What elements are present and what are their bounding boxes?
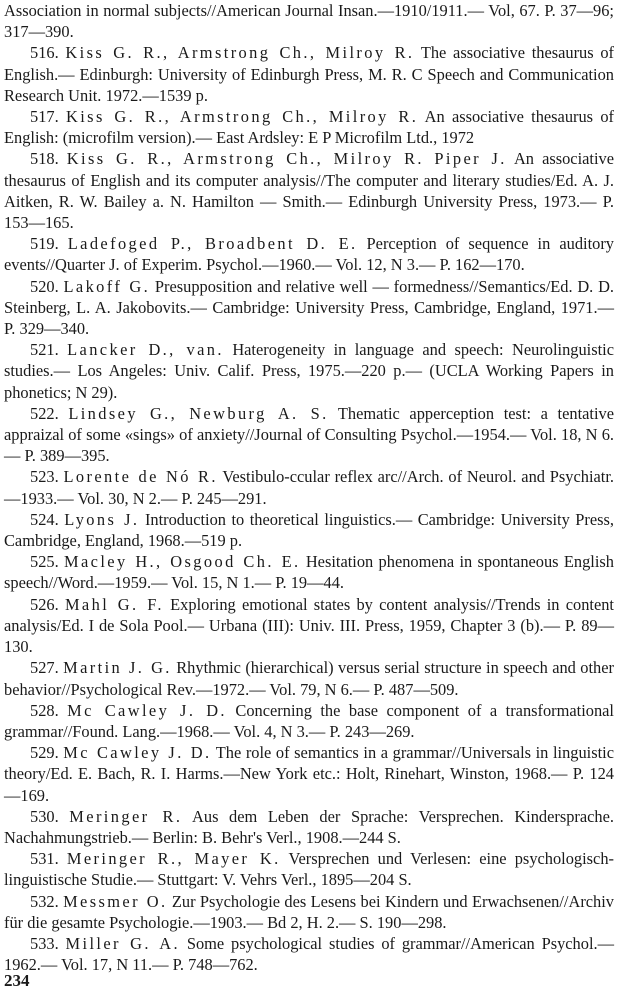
entry-number: 533.	[30, 933, 59, 953]
entry-number: 521.	[30, 340, 59, 360]
entry-text: Hesitation phenomena in spontaneous English speech//Word.—1959.— Vol. 15, N 1.— P. 19—44.	[4, 552, 614, 593]
entry-author: Messmer O.	[63, 891, 168, 911]
entry-author: Kiss G. R., Armstrong Ch., Milroy R.	[65, 43, 415, 63]
entry-author: Martin J. G.	[63, 658, 172, 678]
reference-entry	[4, 806, 614, 848]
entry-author: Meringer R.	[69, 806, 183, 826]
reference-entry	[4, 742, 614, 806]
reference-entry	[4, 466, 614, 508]
entry-author: Mc Cawley J. D.	[67, 700, 227, 720]
entry-number: 518.	[30, 149, 59, 169]
reference-entry	[4, 509, 614, 551]
entry-author: Kiss G. R., Armstrong Ch., Milroy R.	[65, 107, 419, 127]
entry-text: Zur Psychologie des Lesens bei Kindern und Erwachsenen//Archiv für die gesamte Psychologie.—1903.— Bd 2, H. 2.— S. 190—298.	[4, 891, 614, 932]
continuation-text: Association in normal subjects//American Journal Insan.—1910/1911.— Vol, 67. P. 37—96; 317—390.	[4, 1, 614, 42]
entry-author: Meringer R., Mayer K.	[66, 849, 281, 869]
entry-number: 520.	[30, 276, 59, 296]
entry-number: 530.	[30, 806, 59, 826]
reference-entry	[4, 42, 614, 106]
entry-author: Kiss G. R., Armstrong Ch., Milroy R. Piper J.	[66, 149, 507, 169]
reference-entry	[4, 233, 614, 275]
entry-author: Lakoff G.	[63, 276, 151, 296]
entry-number: 529.	[30, 743, 59, 763]
entry-number: 523.	[30, 467, 59, 487]
reference-entry	[4, 339, 614, 403]
reference-entry	[4, 551, 614, 593]
reference-entry	[4, 106, 614, 148]
entry-number: 527.	[30, 658, 59, 678]
reference-entry	[4, 276, 614, 340]
entry-text: An associative thesaurus of English: (microfilm version).— East Ardsley: E P Microfilm Ltd., 1972	[4, 107, 614, 148]
entry-text: Versprechen und Verlesen: eine psychologisch-linguistische Studie.— Stuttgart: V. Vehrs Verl., 1895—204 S.	[4, 849, 614, 890]
entry-number: 517.	[30, 107, 59, 127]
reference-entry	[4, 933, 614, 975]
entries-container	[4, 42, 614, 975]
entry-number: 522.	[30, 403, 59, 423]
entry-author: Lyons J.	[64, 509, 140, 529]
entry-text: An associative thesaurus of English and its computer analysis//The computer and literary studies/Ed. A. J. Aitken, R. W. Bailey a. N. Hamilton — Smith.— Edinburgh University Press, 1973.— P. 153—165.	[4, 149, 614, 233]
reference-entry	[4, 657, 614, 699]
entry-text: Perception of sequence in auditory events//Quarter J. of Experim. Psychol.—1960.— Vol. 12, N 3.— P. 162—170.	[4, 234, 614, 275]
reference-list	[4, 0, 614, 975]
entry-number: 532.	[30, 891, 59, 911]
entry-number: 519.	[30, 234, 59, 254]
reference-entry	[4, 403, 614, 467]
entry-text: Concerning the base component of a transformational grammar//Found. Lang.—1968.— Vol. 4, N 3.— P. 243—269.	[4, 700, 614, 741]
reference-entry	[4, 594, 614, 658]
reference-entry	[4, 700, 614, 742]
entry-number: 526.	[30, 594, 59, 614]
entry-author: Lindsey G., Newburg A. S.	[68, 403, 329, 423]
entry-number: 524.	[30, 509, 59, 529]
entry-text: Vestibulo-ccular reflex arc//Arch. of Neurol. and Psychiatr.—1933.— Vol. 30, N 2.— P. 245—291.	[4, 467, 614, 508]
entry-text: Presupposition and relative well — formedness//Semantics/Ed. D. D. Steinberg, L. A. Jakobovits.— Cambridge: University Press, Cambridge, England, 1971.— P. 329—340.	[4, 276, 615, 339]
entry-author: Mc Cawley J. D.	[63, 743, 212, 763]
entry-text: Aus dem Leben der Sprache: Versprechen. Kindersprache. Nachahmungstrieb.— Berlin: B. Behr's Verl., 1908.—244 S.	[4, 806, 614, 847]
entry-text: Rhythmic (hierarchical) versus serial structure in speech and other behavior//Psychological Rev.—1972.— Vol. 79, N 6.— P. 487—509.	[4, 658, 614, 699]
entry-text: Haterogeneity in language and speech: Neurolinguistic studies.— Los Angeles: Univ. Calif. Press, 1975.—220 p.— (UCLA Working Papers in phonetics; N 29).	[4, 340, 614, 402]
page-number: 234	[4, 971, 30, 990]
reference-entry	[4, 148, 614, 233]
entry-number: 528.	[30, 700, 59, 720]
entry-author: Miller G. A.	[65, 933, 180, 953]
entry-author: Mahl G. F.	[64, 594, 164, 614]
entry-author: Lancker D., van.	[67, 340, 224, 360]
reference-entry	[4, 848, 614, 890]
entry-number: 525.	[30, 552, 59, 572]
entry-text: The role of semantics in a grammar//Universals in linguistic theory/Ed. E. Bach, R. I. Harms.—New York etc.: Holt, Rinehart, Winston, 1968.— P. 124—169.	[4, 743, 614, 805]
entry-text: Introduction to theoretical linguistics.— Cambridge: University Press, Cambridge, England, 1968.—519 p.	[4, 509, 614, 551]
entry-text: Some psychological studies of grammar//American Psychol.—1962.— Vol. 17, N 11.— P. 748—762.	[4, 933, 614, 975]
entry-number: 516.	[30, 43, 59, 63]
entry-author: Lorente de Nó R.	[63, 467, 218, 487]
entry-text: Exploring emotional states by content analysis//Trends in content analysis/Ed. I de Sola Pool.— Urbana (III): Univ. III. Press, 1959, Chapter 3 (b).— P. 89—130.	[4, 594, 614, 657]
entry-author: Macley H., Osgood Ch. E.	[64, 552, 301, 572]
entry-text: Thematic apperception test: a tentative appraizal of some «sings» of anxiety//Journal of Consulting Psychol.—1954.— Vol. 18, N 6.— P. 389—395.	[4, 403, 614, 466]
entry-text: The associative thesaurus of English.— Edinburgh: University of Edinburgh Press, M. R. C Speech and Communication Research Unit. 1972.—1539 p.	[4, 43, 614, 105]
reference-entry	[4, 891, 614, 933]
entry-author: Ladefoged P., Broadbent D. E.	[67, 234, 358, 254]
entry-number: 531.	[30, 849, 59, 869]
